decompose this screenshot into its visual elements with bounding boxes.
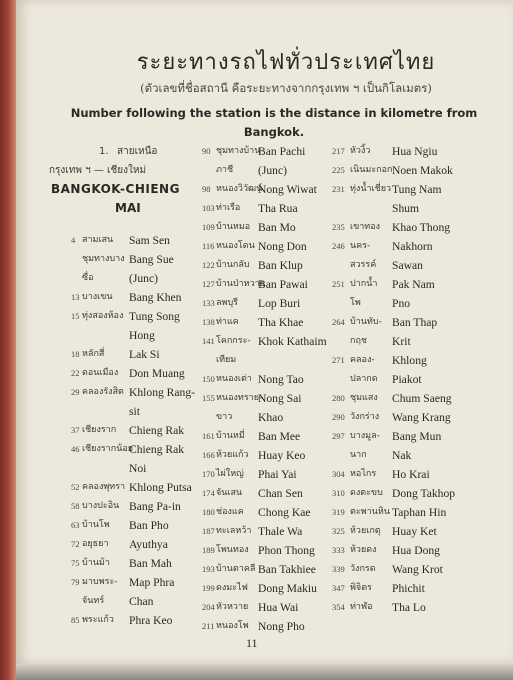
station-name-en: Nong Pho [258,620,305,633]
station-name-en: Chieng Rak [129,424,185,437]
page-bottom-edge [16,664,513,680]
station-name-en: Khlong Rang- [129,386,196,399]
station-row [332,218,512,237]
station-row [332,161,512,180]
station-name-en: Shum [392,202,420,215]
station-name-thai: ซื่อ [82,273,94,283]
station-name-thai: บ้านทับ- [350,317,382,327]
station-row [202,256,332,275]
station-name-thai: บางปะอิน [82,501,120,511]
station-name-thai: เนินมะกอก [350,165,393,175]
station-name-thai: บางมูล- [350,431,380,441]
station-name-en: (Junc) [129,272,158,285]
station-km: 180 [202,507,215,517]
station-row [71,573,201,592]
station-name-thai: บ้านหมอ [216,222,251,232]
station-row [71,250,201,269]
station-row [202,522,332,541]
station-name-en: Ban Mah [129,557,172,570]
station-km: 297 [332,431,345,441]
station-name-thai: หลักสี่ [82,349,105,359]
station-row [332,332,512,351]
station-name-en: Sawan [392,259,423,272]
station-name-thai: วังกร่าง [350,412,380,422]
station-name-thai: เทียม [216,355,237,365]
station-row [71,478,201,497]
station-km: 133 [202,298,215,308]
line-route-row [49,161,201,180]
station-name-thai: ชุมทางบาง [82,254,125,264]
station-name-thai: ช่องแค [216,507,244,517]
station-name-thai: อยุธยา [82,539,109,549]
station-km: 290 [332,412,345,422]
station-name-en: Chan [129,595,154,608]
station-name-en: Khok Kathaim [258,335,327,348]
station-row [332,142,512,161]
station-km: 29 [71,387,80,397]
station-row [202,370,332,389]
station-row [332,237,512,256]
station-name-en: Hong [129,329,155,342]
station-row [332,598,512,617]
station-name-thai: ตะพานหิน [350,507,390,517]
station-km: 264 [332,317,345,327]
station-row [332,541,512,560]
station-row [71,402,201,421]
station-name-thai: หัวหวาย [216,602,249,612]
station-row [202,161,332,180]
station-name-en: Phai Yai [258,468,297,481]
station-row [332,560,512,579]
station-name-thai: โพนทอง [216,545,249,555]
station-km: 187 [202,526,215,536]
station-name-en: Phra Keo [129,614,173,627]
station-row [71,516,201,535]
station-km: 75 [71,558,80,568]
station-row [71,497,201,516]
station-name-en: Bang Pa-in [129,500,181,513]
line-name-en-1: BANGKOK-CHIENG [51,182,180,196]
station-name-thai: กฤช [350,336,368,346]
station-name-thai: ทุ่งสองห้อง [82,311,124,321]
station-km: 231 [332,184,345,194]
station-name-en: Chieng Rak [129,443,185,456]
station-row [332,313,512,332]
station-name-en: Map Phra [129,576,175,589]
station-km: 37 [71,425,80,435]
station-name-thai: ท่าฬ่อ [350,602,373,612]
station-row [71,535,201,554]
station-name-thai: ดงตะขบ [350,488,383,498]
station-km: 199 [202,583,215,593]
line-name-en-2: MAI [115,201,141,215]
station-km: 18 [71,349,80,359]
station-name-en: Ban Takhiee [258,563,316,576]
station-km: 103 [202,203,215,213]
station-name-thai: พิจิตร [350,583,372,593]
station-row [332,389,512,408]
station-row [71,345,201,364]
station-name-en: Nong Sai [258,392,302,405]
station-name-thai: สวรรค์ [350,260,377,270]
station-row [202,180,332,199]
station-km: 204 [202,602,215,612]
station-name-en: Krit [392,335,411,348]
station-name-en: Dong Makiu [258,582,317,595]
station-km: 193 [202,564,215,574]
station-name-en: Sam Sen [129,234,170,247]
station-name-en: Ban Pawai [258,278,308,291]
station-row [202,313,332,332]
station-row [202,142,332,161]
station-name-thai: หัวงิ้ว [350,146,371,156]
station-km: 127 [202,279,215,289]
station-name-en: Tha Khae [258,316,304,329]
station-row [202,446,332,465]
station-name-thai: พระแก้ว [82,615,114,625]
station-km: 170 [202,469,215,479]
station-row [202,579,332,598]
station-km: 150 [202,374,215,384]
station-name-thai: เชียงรากน้อย [82,444,134,454]
station-row [332,427,512,446]
line-route-thai: กรุงเทพ ฯ — เชียงใหม่ [49,165,147,176]
station-name-en: Noen Makok [392,164,453,177]
station-name-thai: ทะเลหว้า [216,526,252,536]
station-km: 13 [71,292,80,302]
station-name-en: Tung Nam [392,183,442,196]
station-row [202,294,332,313]
station-km: 251 [332,279,345,289]
station-row [71,307,201,326]
station-name-thai: จันเสน [216,488,243,498]
station-name-thai: บ้านป่าหวาย [216,279,265,289]
station-km: 116 [202,241,215,251]
station-row [202,484,332,503]
station-km: 325 [332,526,345,536]
station-row [202,617,332,636]
station-row [202,218,332,237]
station-row [71,459,201,478]
station-km: 15 [71,311,80,321]
station-km: 310 [332,488,345,498]
station-name-thai: มาบพระ- [82,577,118,587]
station-row [332,180,512,199]
station-name-en: Chum Saeng [392,392,452,405]
station-name-thai: สามเสน [82,235,114,245]
station-km: 333 [332,545,345,555]
station-name-thai: หนองทราย- [216,393,263,403]
station-name-en: Dong Takhop [392,487,456,500]
station-km: 339 [332,564,345,574]
station-name-en: Ban Klup [258,259,303,272]
station-row [202,351,332,370]
station-name-thai: หนองโพ [216,621,249,631]
station-name-en: Nak [392,449,412,462]
station-name-en: Bang Khen [129,291,182,304]
station-row [202,598,332,617]
book-page [16,0,513,664]
station-km: 189 [202,545,215,555]
station-row [332,408,512,427]
station-name-thai: ท่าเรือ [216,203,241,213]
station-name-thai: ดอนเมือง [82,368,119,378]
station-km: 22 [71,368,80,378]
station-name-en: Pak Nam [392,278,435,291]
station-row [71,611,201,630]
station-row [332,503,512,522]
station-name-en: Phichit [392,582,425,595]
station-row [332,370,512,389]
station-name-en: Ho Krai [392,468,430,481]
station-row [202,503,332,522]
station-row [71,421,201,440]
station-km: 52 [71,482,80,492]
station-name-en: (Junc) [258,164,287,177]
station-km: 235 [332,222,345,232]
station-name-thai: หอไกร [350,469,377,479]
book-spine [0,0,16,680]
station-row [332,522,512,541]
station-row [202,332,332,351]
station-name-en: Khao [258,411,284,424]
station-km: 79 [71,577,80,587]
station-name-en: Noi [129,462,147,475]
station-name-en: Lak Si [129,348,160,361]
station-name-thai: โคกกระ- [216,336,251,346]
station-km: 98 [202,184,211,194]
station-name-thai: คลอง- [350,355,375,365]
station-name-thai: ลพบุรี [216,298,238,308]
station-name-en: Chong Kae [258,506,311,519]
station-name-en: Taphan Hin [392,506,447,519]
station-name-thai: โพ [350,298,361,308]
station-name-thai: ท่าแค [216,317,239,327]
station-name-en: Tung Song [129,310,180,323]
station-name-thai: บ้านกลับ [216,260,250,270]
station-name-en: Nong Wiwat [258,183,317,196]
station-name-en: Ban Mo [258,221,296,234]
station-name-thai: คลองพุทรา [82,482,126,492]
station-km: 58 [71,501,80,511]
station-km: 85 [71,615,80,625]
station-row [202,560,332,579]
station-name-en: Hua Dong [392,544,440,557]
station-row [202,389,332,408]
station-row [332,275,512,294]
station-row [202,465,332,484]
station-name-thai: ห้วยดง [350,545,377,555]
station-name-en: Tha Rua [258,202,298,215]
station-row [71,592,201,611]
line-heading-row [71,142,201,161]
station-row [202,541,332,560]
station-name-thai: ไผ่ใหญ่ [216,469,244,479]
station-name-thai: ชุมแสง [350,393,378,403]
station-km: 46 [71,444,80,454]
station-name-en: Ayuthya [129,538,168,551]
station-name-en: Pno [392,297,411,310]
station-name-thai: หนองวิวัฒน์ [216,184,263,194]
station-km: 354 [332,602,345,612]
station-km: 211 [202,621,215,631]
station-name-thai: วังกรด [350,564,376,574]
station-name-thai: หนองเต่า [216,374,252,384]
station-name-en: Khlong [392,354,427,367]
station-name-thai: นคร- [350,241,371,251]
station-column-1 [49,142,201,630]
station-name-en: Nong Tao [258,373,304,386]
intro-text: Number following the station is the distance in kilometre from Bangkok. [70,106,478,139]
station-name-en: Nong Don [258,240,307,253]
station-name-en: Ban Thap [392,316,438,329]
station-km: 155 [202,393,215,403]
station-km: 122 [202,260,215,270]
station-name-en: Bang Sue [129,253,174,266]
station-name-thai: บางเขน [82,292,113,302]
station-name-thai: นาก [350,450,367,460]
station-row [202,275,332,294]
station-name-en: Ban Pho [129,519,169,532]
station-row [202,408,332,427]
station-km: 72 [71,539,80,549]
station-km: 109 [202,222,215,232]
station-km: 161 [202,431,215,441]
station-row [332,294,512,313]
station-name-en: sit [129,405,140,418]
station-name-en: Chan Sen [258,487,303,500]
station-name-en: Ban Pachi [258,145,306,158]
station-name-en: Bang Mun [392,430,442,443]
station-name-thai: ห้วยแก้ว [216,450,249,460]
station-name-thai: บ้านหมี่ [216,431,245,441]
station-row [332,256,512,275]
station-row [202,199,332,218]
station-row [332,579,512,598]
station-row [202,237,332,256]
station-name-thai: บ้านโพ [82,520,110,530]
station-name-thai: ห้วยเกตุ [350,526,381,536]
station-name-thai: จันทร์ [82,596,105,606]
station-km: 141 [202,336,215,346]
station-row [71,288,201,307]
station-km: 304 [332,469,345,479]
station-km: 174 [202,488,215,498]
station-name-en: Lop Buri [258,297,301,310]
station-row [71,554,201,573]
station-name-en: Khlong Putsa [129,481,192,494]
station-name-thai: คลองรังสิต [82,387,124,397]
station-name-en: Wang Krot [392,563,443,576]
station-name-thai: บ้านม้า [82,558,110,568]
line-heading-en-row [51,180,201,199]
station-name-en: Don Muang [129,367,185,380]
station-km: 271 [332,355,345,365]
station-km: 347 [332,583,345,593]
line-name-thai: สายเหนือ [117,146,158,157]
station-name-thai: เขาทอง [350,222,381,232]
station-name-en: Tha Lo [392,601,426,614]
station-name-thai: ภาชี [216,165,234,175]
station-km: 166 [202,450,215,460]
station-name-en: Hua Wai [258,601,299,614]
station-name-thai: เชียงราก [82,425,117,435]
station-name-en: Ban Mee [258,430,301,443]
station-km: 280 [332,393,345,403]
station-row [202,427,332,446]
station-name-en: Thale Wa [258,525,303,538]
station-column-3 [332,142,512,617]
station-row [332,199,512,218]
station-row [71,440,201,459]
station-row [332,446,512,465]
station-name-thai: ดงมะไฟ [216,583,248,593]
station-name-thai: ทุ่งน้ำเชี่ยว [350,184,392,194]
station-km: 90 [202,146,211,156]
station-km: 4 [71,235,76,245]
page-title: ระยะทางรถไฟทั่วประเทศไทย [136,50,436,75]
station-name-en: Hua Ngiu [392,145,438,158]
line-heading-en-row [71,199,201,218]
station-column-2 [202,142,332,636]
station-name-en: Khao Thong [392,221,451,234]
line-number: 1. [99,146,109,157]
station-km: 225 [332,165,345,175]
station-row [332,484,512,503]
station-name-en: Piakot [392,373,422,386]
station-name-en: Huay Keo [258,449,306,462]
page-subtitle: (ตัวเลขที่ชื่อสถานี คือระยะทางจากกรุงเทพ ฯ เป็นกิโลเมตร) [140,81,432,95]
station-row [332,465,512,484]
station-name-en: Wang Krang [392,411,451,424]
station-name-thai: ขาว [216,412,233,422]
station-row [71,383,201,402]
station-name-thai: ชุมทางบ้าน- [216,146,264,156]
station-row [71,364,201,383]
station-name-en: Huay Ket [392,525,437,538]
station-km: 63 [71,520,80,530]
page-number: 11 [246,636,258,650]
station-km: 138 [202,317,215,327]
station-name-en: Phon Thong [258,544,315,557]
station-name-thai: หนองโดน [216,241,255,251]
station-row [332,351,512,370]
station-row [71,326,201,345]
station-name-thai: บ้านตาคลี [216,564,256,574]
station-km: 319 [332,507,345,517]
station-row [71,231,201,250]
station-name-en: Nakhorn [392,240,433,253]
station-name-thai: ปากน้ำ [350,279,378,289]
station-name-thai: ปลากด [350,374,378,384]
station-row [71,269,201,288]
station-km: 217 [332,146,345,156]
station-km: 246 [332,241,345,251]
